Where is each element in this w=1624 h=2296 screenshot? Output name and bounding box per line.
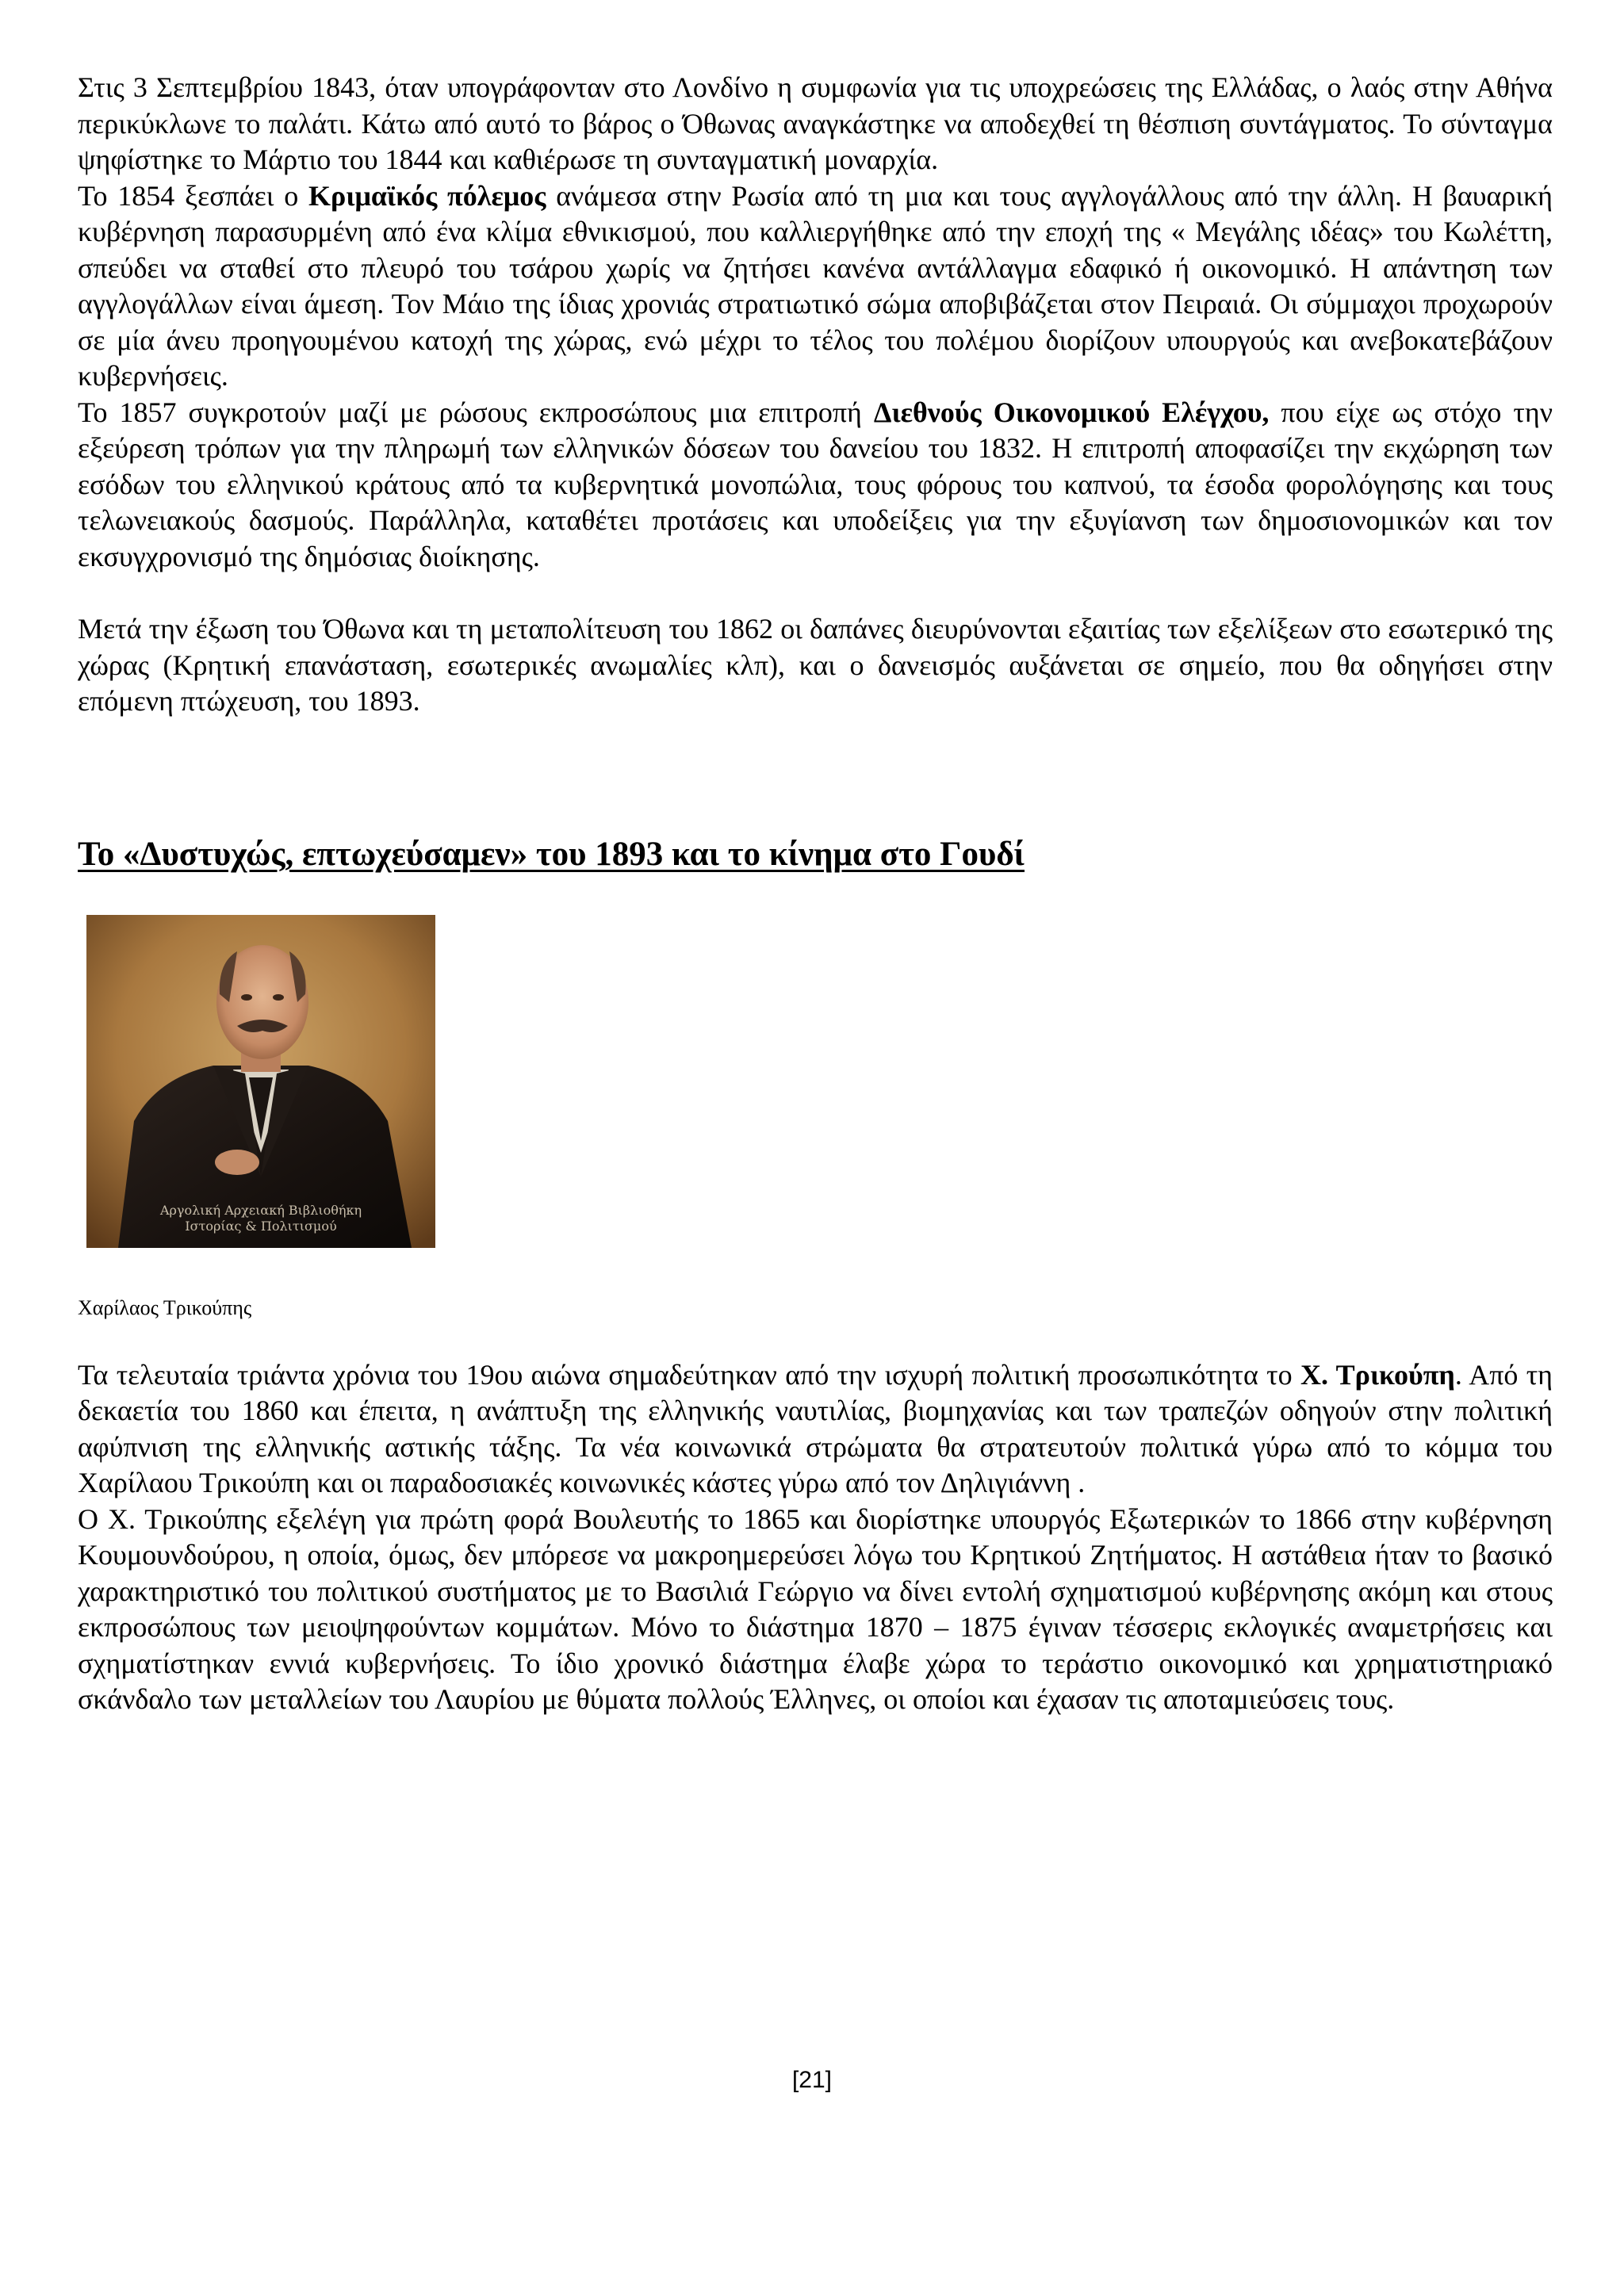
section-1 [78,70,1553,720]
paragraph-5-post: . Από τη δεκαετία του 1860 και έπειτα, η ανάπτυξη της ελληνικής ναυτιλίας, βιομηχανίας και των τραπεζών οδηγούν στην πολιτική αφύπνιση της ελληνικής αστικής τάξης. Τα νέα κοινωνικά στρώματα θα στρατευτούν πολιτικά γύρω από το κόμμα του Χαρίλαου Τρικούπη και οι παραδοσιακές κοινωνικές κάστες γύρω από τον Δηλιγιάννη . [78,1358,1553,1498]
paragraph-5 [78,1357,1553,1502]
watermark-line-1: Αργολική Αρχειακή Βιβλιοθήκη [159,1202,362,1218]
paragraph-2-pre: Το 1854 ξεσπάει ο [78,179,309,212]
portrait-block [78,877,1553,1357]
paragraph-2 [78,178,1553,395]
section-heading: Το «Δυστυχώς, επτωχεύσαμεν» του 1893 και το κίνημα στο Γουδί [78,835,1025,873]
crimean-war-term: Κριμαϊκός πόλεμος [308,179,546,212]
portrait-caption: Χαρίλαος Τρικούπης [78,1295,252,1319]
paragraph-3 [78,395,1553,576]
paragraph-2-post: ανάμεσα στην Ρωσία από τη μια και τους αγγλογάλλους από την άλλη. Η βαυαρική κυβέρνηση παρασυρμένη από ένα κλίμα εθνικισμού, που καλλιεργήθηκε από την εποχή της « Μεγάλης ιδέας» του Κωλέττη, σπεύδει να σταθεί στο πλευρό του τσάρου χωρίς να ζητήσει κανένα αντάλλαγμα εδαφικό ή οικονομικό. Η απάντηση των αγγλογάλλων είναι άμεση. Τον Μάιο της ίδιας χρονιάς στρατιωτικό σώμα αποβιβάζεται στον Πειραιά. Οι σύμμαχοι προχωρούν σε μία άνευ προηγουμένου κατοχή της χώρας, ενώ μέχρι το τέλος του πολέμου διορίζουν υπουργούς και ανεβοκατεβάζουν κυβερνήσεις. [78,179,1553,392]
page-content [78,70,1553,1718]
portrait-painting [86,915,435,1248]
trikoupis-name: Χ. Τρικούπη [1300,1358,1455,1391]
paragraph-gap [78,575,1553,611]
page-number: [21] [791,2067,833,2093]
paragraph-5-pre: Τα τελευταία τριάντα χρόνια του 19ου αιώνα σημαδεύτηκαν από την ισχυρή πολιτική προσωπικότητα το [78,1358,1300,1391]
watermark-line-2: Ιστορίας & Πολιτισμού [185,1218,337,1234]
paragraph-1: Στις 3 Σεπτεμβρίου 1843, όταν υπογράφονταν στο Λονδίνο η συμφωνία για τις υποχρεώσεις της Ελλάδας, ο λαός στην Αθήνα περικύκλωνε το παλάτι. Κάτω από αυτό το βάρος ο Όθωνας αναγκάστηκε να αποδεχθεί τη θέσπιση συντάγματος. Το σύνταγμα ψηφίστηκε το Μάρτιο του 1844 και καθιέρωσε τη συνταγματική μοναρχία. [78,71,1553,175]
paragraph-6: Ο Χ. Τρικούπης εξελέγη για πρώτη φορά Βουλευτής το 1865 και διορίστηκε υπουργός Εξωτερικών το 1866 στην κυβέρνηση Κουμουνδούρου, η οποία, όμως, δεν μπόρεσε να μακροημερεύσει λόγω του Κρητικού Ζητήματος. Η αστάθεια ήταν το βασικό χαρακτηριστικό του πολιτικού συστήματος με το Βασιλιά Γεώργιο να δίνει εντολή σχηματισμού κυβέρνησης ακόμη και στους εκπροσώπους των μειοψηφούντων κομμάτων. Μόνο το διάστημα 1870 – 1875 έγιναν τέσσερις εκλογικές αναμετρήσεις και σχηματίστηκαν εννιά κυβερνήσεις. Το ίδιο χρονικό διάστημα έλαβε χώρα το τεράστιο οικονομικό και χρηματιστηριακό σκάνδαλο των μεταλλείων του Λαυρίου με θύματα πολλούς Έλληνες, οι οποίοι και έχασαν τις αποταμιεύσεις τους. [78,1502,1553,1715]
portrait-image [86,915,435,1248]
paragraph-3-post: που είχε ως στόχο την εξεύρεση τρόπων για την πληρωμή των ελληνικών δόσεων του δανείου του 1832. Η επιτροπή αποφασίζει την εκχώρηση των εσόδων του ελληνικού κράτους από τα κυβερνητικά μονοπώλια, τους φόρους του καπνού, τα έσοδα φορολόγησης και τους τελωνειακούς δασμούς. Παράλληλα, καταθέτει προτάσεις και υποδείξεις για την εξυγίανση των δημοσιονομικών και τον εκσυγχρονισμό της δημόσιας διοίκησης. [78,396,1553,572]
paragraph-3-pre: Το 1857 συγκροτούν μαζί με ρώσους εκπροσώπους μια επιτροπή [78,396,874,428]
section-2 [78,1357,1553,1718]
paragraph-4: Μετά την έξωση του Όθωνα και τη μεταπολίτευση του 1862 οι δαπάνες διευρύνονται εξαιτίας των εξελίξεων στο εσωτερικό της χώρας (Κρητική επανάσταση, εσωτερικές ανωμαλίες κλπ), και ο δανεισμός αυξάνεται σε σημείο, που θα οδηγήσει στην επόμενη πτώχευση, του 1893. [78,613,1553,717]
section-spacer [78,720,1553,832]
financial-control-term: Διεθνούς Οικονομικού Ελέγχου, [873,396,1270,428]
